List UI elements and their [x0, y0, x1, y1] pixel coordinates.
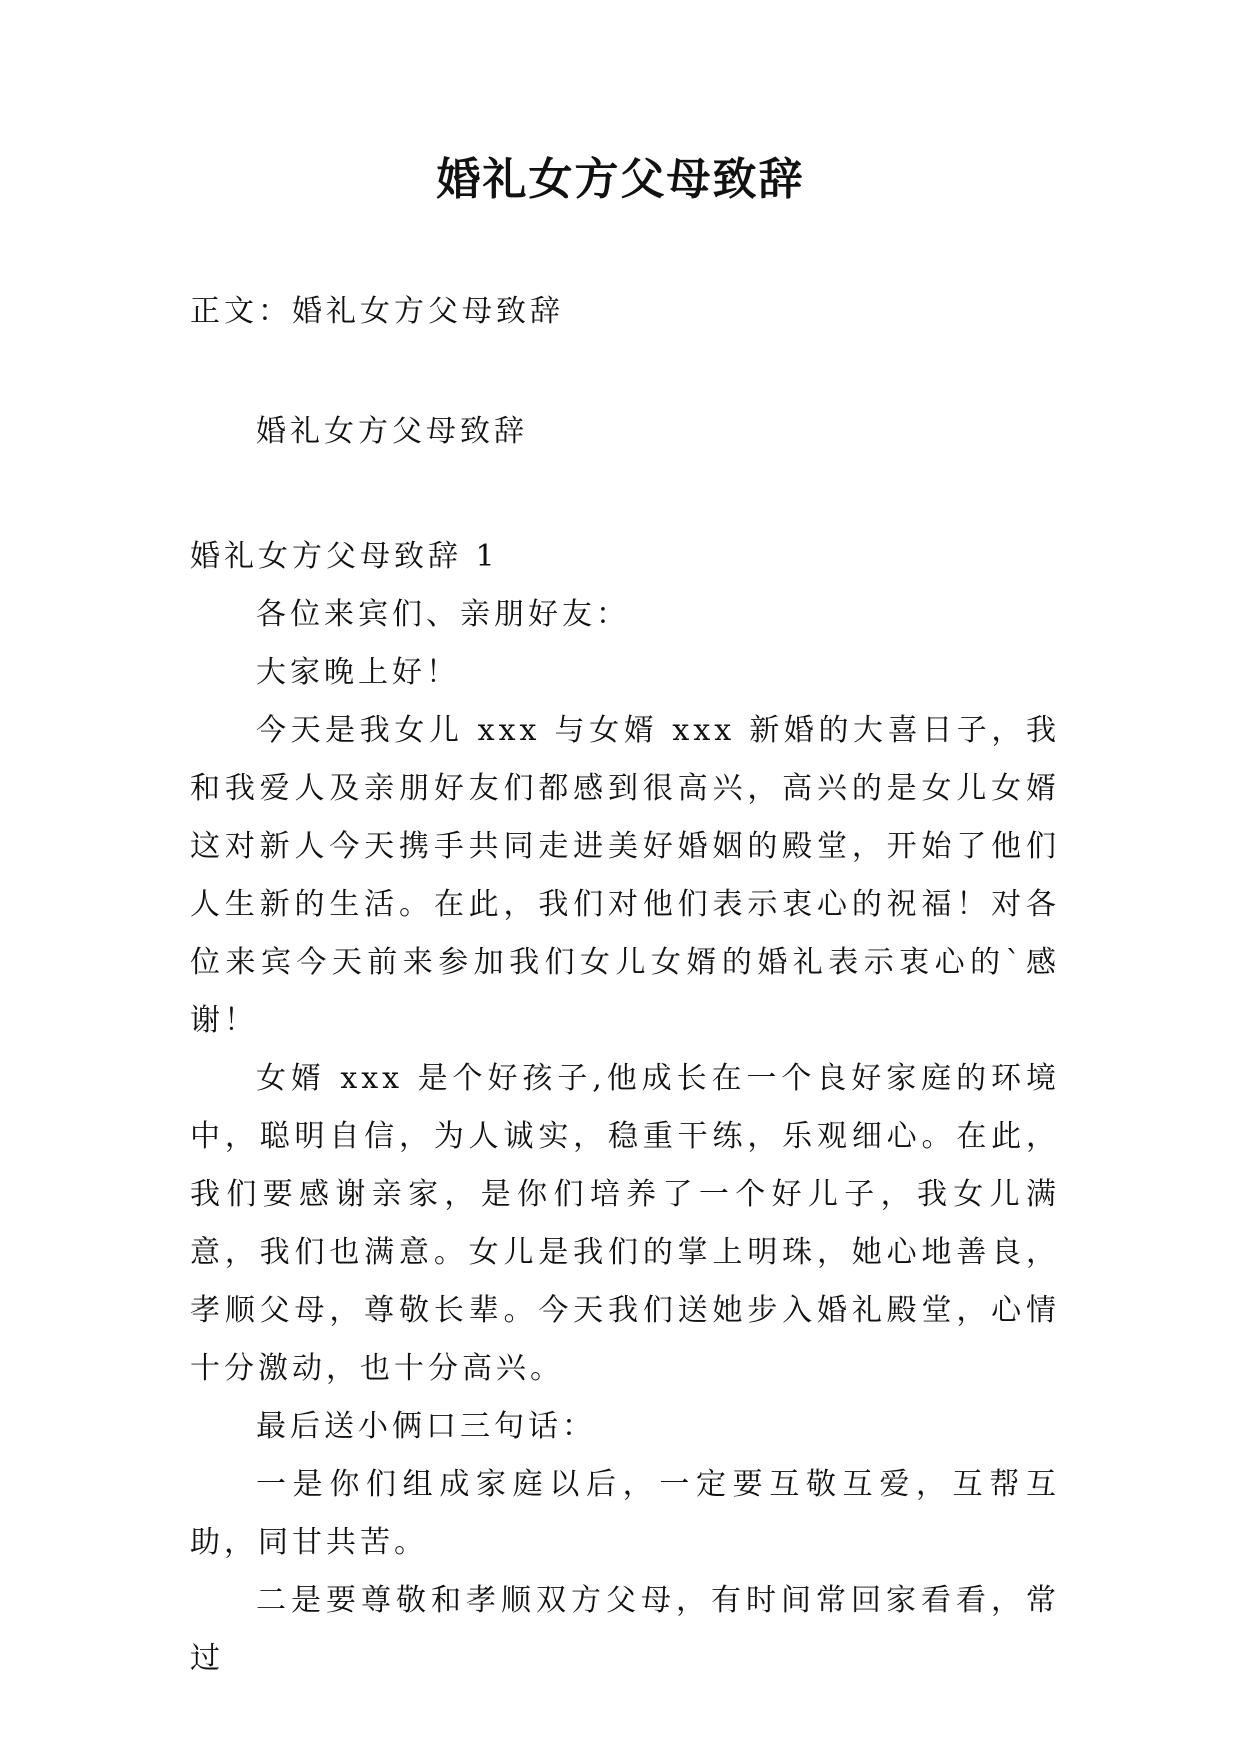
paragraph: 婚礼女方父母致辞 1 [190, 539, 499, 574]
paragraph: 今天是我女儿 xxx 与女婿 xxx 新婚的大喜日子，我和我爱人及亲朋好友们都感到很高兴，高兴的是女儿女婿这对新人今天携手共同走进美好婚姻的殿堂，开始了他们人生新的生活。在此，我们对他们表示衷心的祝福！对各位来宾今天前来参加我们女儿女婿的婚礼表示衷心的`感谢！ [190, 713, 1060, 1038]
paragraph: 最后送小俩口三句话： [256, 1409, 596, 1444]
paragraph: 一是你们组成家庭以后，一定要互敬互爱，互帮互助，同甘共苦。 [190, 1467, 1060, 1560]
document-subtitle: 婚礼女方父母致辞 [256, 414, 528, 449]
document-body [190, 528, 1060, 1688]
paragraph: 二是要尊敬和孝顺双方父母，有时间常回家看看，常过 [190, 1583, 1060, 1676]
paragraph: 大家晚上好！ [256, 655, 460, 690]
document-title: 婚礼女方父母致辞 [436, 154, 805, 205]
paragraph: 各位来宾们、亲朋好友： [256, 597, 630, 632]
document-meta-line: 正文：婚礼女方父母致辞 [190, 294, 564, 329]
paragraph: 女婿 xxx 是个好孩子,他成长在一个良好家庭的环境中，聪明自信，为人诚实，稳重干练，乐观细心。在此，我们要感谢亲家，是你们培养了一个好儿子，我女儿满意，我们也满意。女儿是我们的掌上明珠，她心地善良，孝顺父母，尊敬长辈。今天我们送她步入婚礼殿堂，心情十分激动，也十分高兴。 [190, 1061, 1060, 1386]
